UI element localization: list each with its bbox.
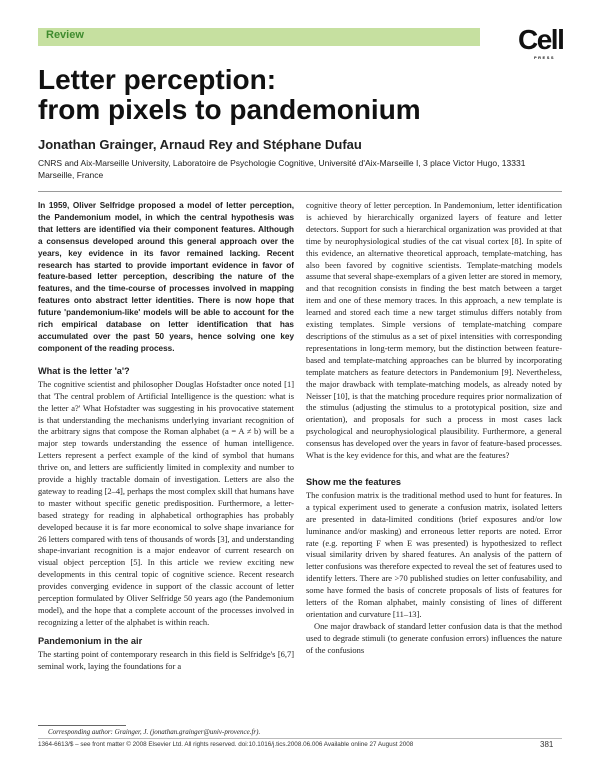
right-column-paragraph: cognitive theory of letter perception. In Pandemonium, letter identification is achieved by hierarchically organized layers of feature and letter detectors. Support for such a hierarchical organization was provided at that time by neurophysiological studies of the cat visual cortex [8]. In spite of this evidence, an alternative theoretical approach, template-matching, has also been favored by cognitive scientists. Template-matching models assume that several shape-exemplars of a given letter are stored in memory, and that recognition consists in finding the best match between a target item and one of these memory traces. In this approach, a new template is learned and stored each time a new target stimulus differs notably from existing templates. Simple versions of template-matching compare descriptions of the stimulus as a set of pixel intensities with corresponding representations in long-term memory, but the distinction between feature-based and template-matching approaches can be blurred by incorporating template matchers as feature detectors in Pandemonium [9]. Nevertheless, the major drawback with template-matching models, as already noted by Neisser [10], is that the matching procedure requires prior normalization of the stimulus (adjusting the stimulus to a prototypical position, size and orientation), and proposals for such a process in most cases lack psychological and neurophysiological plausibility. Furthermore, a general consensus has developed over the years in favor of feature-based processes. What is the key evidence for this, and what are the features? — [306, 200, 562, 461]
title-line-2: from pixels to pandemonium — [38, 94, 421, 125]
cell-press-logo-subtext: PRESS — [534, 55, 556, 60]
section-heading-3: Show me the features — [306, 476, 401, 487]
header-divider — [38, 191, 562, 192]
footnote-divider — [38, 725, 126, 726]
section-3-text: The confusion matrix is the traditional method used to hunt for features. In a typical experiment used to generate a confusion matrix, isolated letters are presented in data-limited conditions (brief exposures and/or low luminance and/or masking) and erroneous letter reports are noted. Error rate (e.g. reporting F when E was presented) is hypothesized to reflect visual similarity driven by shared features. An analysis of the pattern of letter confusions was therefore expected to reveal the set of features used to identify letters. There are >70 published studies on letter confusability, and some have formed the basis of concrete proposals of lists of features for letters of the Roman alphabet, mainly consisting of lines of different orientation and curvature [11–13]. — [306, 489, 562, 619]
abstract: In 1959, Oliver Selfridge proposed a model of letter perception, the Pandemonium model, in which the central hypothesis was that letters are identified via their component features. Although a consensus developed around this general approach over the years, key evidence in its favor remained lacking. Recent research has started to provide important evidence in favor of feature-based letter perception, describing the nature of the features, and the time-course of processes involved in mapping features onto abstract letter identities. There is now hope that future 'pandemonium-like' models will be able to account for the rich empirical database on letter identification that has accumulated over the past 50 years, hence solving one key component of the reading process. — [38, 201, 294, 353]
section-heading-2: Pandemonium in the air — [38, 635, 143, 646]
section-heading-1: What is the letter 'a'? — [38, 365, 130, 376]
section-3-text-continued: One major drawback of standard letter confusion data is that the method used to degrade stimuli (to generate confusion errors) influences the nature of the confusions — [306, 620, 562, 655]
section-2-text: The starting point of contemporary research in this field is Selfridge's [6,7] seminal work, laying the foundations for a — [38, 648, 294, 671]
publication-info: 1364-6613/$ – see front matter © 2008 Elsevier Ltd. All rights reserved. doi:10.1016/j.tics.2008.06.006 Available online 27 August 2008 — [38, 741, 414, 748]
footer-divider — [38, 738, 562, 739]
section-1-text: The cognitive scientist and philosopher Douglas Hofstadter once noted [1] that 'The central problem of Artificial Intelligence is the question: what is the letter a?' What Hofstadter was suggesting in his provocative statement is that understanding the mechanisms underlying invariant recognition of the arbitrary signs that compose the Roman alphabet (a = A ≠ b) will be a major step towards understanding the essence of human intelligence. Letters represent a perfect example of the kind of symbol that humans thrive on, and letters are sufficiently limited in complexity and number to provide a highly tractable domain of investigation. Letters are also the gateway to reading [2–4], perhaps the most complex skill that humans have to master without specific genetic predisposition. Furthermore, a letter-based strategy for reading in alphabetical orthographies has probably developed because it is far more economical to solve shape invariance for 26 letters compared with tens of thousands of words [3], and understanding shape-invariant recognition is a major endeavor of current research on visual object perception [5]. In this article we review exciting new developments in this central topic of cognitive science. Recent research provides converging evidence in support of the classic account of letter perception formulated by Oliver Selfridge 50 years ago (the Pandemonium model), and the hope that a complete account of the processes involved in recognizing a letter of the alphabet is within reach. — [38, 378, 294, 627]
page-number: 381 — [540, 740, 554, 749]
section-label: Review — [46, 29, 84, 41]
left-column — [38, 200, 294, 679]
review-banner — [38, 28, 480, 46]
author-list: Jonathan Grainger, Arnaud Rey and Stéphane Dufau — [38, 137, 362, 152]
corresponding-author-note: Corresponding author: Grainger, J. (jonathan.grainger@univ-provence.fr). — [48, 728, 261, 736]
title-line-1: Letter perception: — [38, 64, 277, 95]
affiliation: CNRS and Aix-Marseille University, Laboratoire de Psychologie Cognitive, Université d'Aix-Marseille I, 3 place Victor Hugo, 13331 Marseille, France — [38, 158, 526, 180]
right-column — [306, 200, 562, 663]
cell-press-logo: Cell — [518, 24, 564, 55]
article-title — [38, 65, 558, 125]
